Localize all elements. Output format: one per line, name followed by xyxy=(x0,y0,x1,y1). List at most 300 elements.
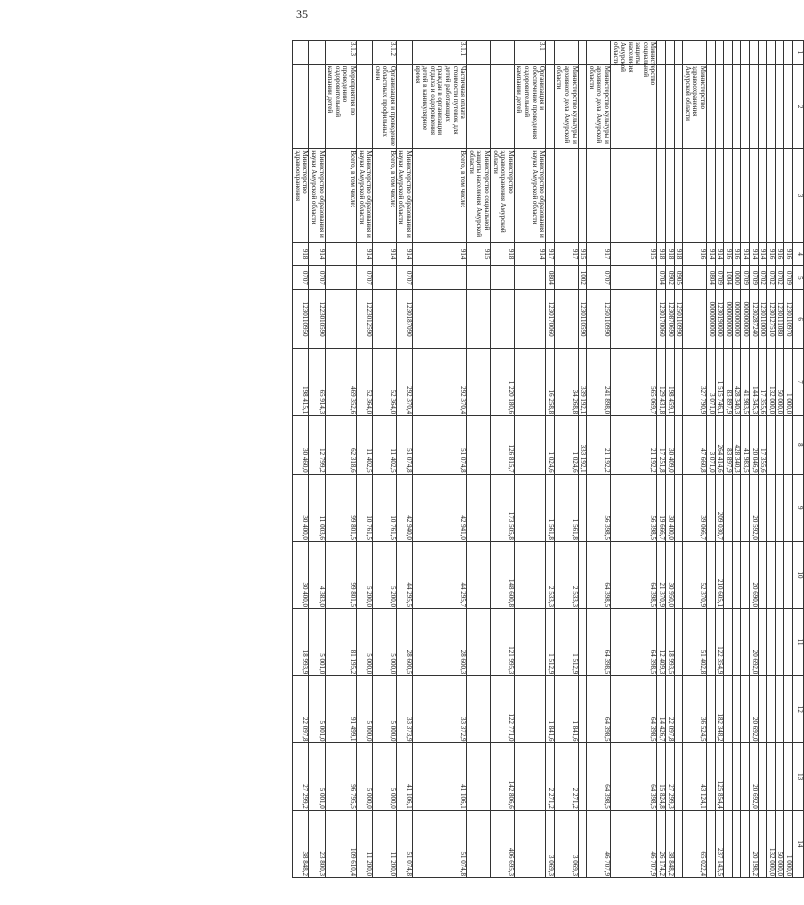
cell-c7 xyxy=(467,348,491,415)
cell-c13 xyxy=(724,743,733,810)
cell-c5: 0702 xyxy=(758,266,767,290)
cell-c6: 1250110990 xyxy=(587,290,611,349)
cell-c12: 1 841,6 xyxy=(546,676,555,743)
cell-c6: 1230110590 xyxy=(578,290,587,349)
cell-c5 xyxy=(491,266,515,290)
cell-c6: 1230110950 xyxy=(293,290,309,349)
cell-c8: 333 192,1 xyxy=(578,416,587,475)
cell-c5: 0702 xyxy=(767,266,776,290)
cell-org xyxy=(657,149,666,242)
cell-c6: 1230170060 xyxy=(657,290,666,349)
column-header-7: 7 xyxy=(793,348,804,415)
cell-org xyxy=(750,149,759,242)
column-header-2: 2 xyxy=(793,64,804,149)
cell-org xyxy=(610,149,657,242)
cell-c12: 22 097,8 xyxy=(666,676,675,743)
cell-c6 xyxy=(491,290,515,349)
cell-c6: 0000000000 xyxy=(741,290,750,349)
cell-c14: 1 000,0 xyxy=(784,810,793,877)
table-row xyxy=(666,41,675,878)
cell-c5 xyxy=(467,266,491,290)
table-row xyxy=(784,41,793,878)
cell-c8: 51 074,8 xyxy=(413,416,467,475)
cell-c12 xyxy=(514,676,545,743)
budget-table xyxy=(292,40,804,878)
cell-c6 xyxy=(683,290,707,349)
cell-c14: 38 848,2 xyxy=(293,810,309,877)
cell-c13 xyxy=(732,743,741,810)
cell-c9: 56 398,5 xyxy=(610,474,657,541)
cell-code xyxy=(715,41,724,65)
table-row xyxy=(546,41,555,878)
table-row xyxy=(767,41,776,878)
cell-c8: 428 340,3 xyxy=(732,416,741,475)
column-header-10: 10 xyxy=(793,541,804,608)
cell-c6 xyxy=(467,290,491,349)
cell-c5: 0704 xyxy=(657,266,666,290)
table-row xyxy=(413,41,467,878)
cell-c4: 914 xyxy=(750,242,759,266)
cell-c9: 1 561,8 xyxy=(554,474,578,541)
cell-c10: 148 600,8 xyxy=(491,541,515,608)
cell-c13: 27 299,3 xyxy=(666,743,675,810)
cell-c13: 2 271,2 xyxy=(554,743,578,810)
cell-c12: 36 524,5 xyxy=(683,676,707,743)
cell-c11 xyxy=(514,609,545,676)
cell-c9 xyxy=(758,474,767,541)
table-row xyxy=(707,41,716,878)
cell-name: Частичная оплата стоимости путевок для детей работающих граждан в организации отдыха и оздоровления детей в каникулярное время xyxy=(413,64,467,149)
cell-code xyxy=(546,41,555,65)
cell-c4: 915 xyxy=(578,242,587,266)
cell-c12: 5 001,0 xyxy=(309,676,325,743)
cell-code: Министерство социальной защиты населения Амурской области xyxy=(611,42,658,86)
cell-c12 xyxy=(674,676,683,743)
cell-c9: 20 592,0 xyxy=(750,474,759,541)
cell-org xyxy=(732,149,741,242)
cell-c14: 11 200,0 xyxy=(373,810,397,877)
cell-c13 xyxy=(741,743,750,810)
cell-c12 xyxy=(775,676,784,743)
cell-c11: 51 402,8 xyxy=(683,609,707,676)
cell-code xyxy=(683,41,707,65)
cell-code xyxy=(775,41,784,65)
cell-c11 xyxy=(741,609,750,676)
cell-c6: 1230110970 xyxy=(784,290,793,349)
cell-c14: 46 707,9 xyxy=(587,810,611,877)
column-header-5: 5 xyxy=(793,266,804,290)
cell-c11: 121 995,3 xyxy=(491,609,515,676)
cell-org: Министерство здравоохранения Амурской области xyxy=(491,149,515,242)
column-header-6: 6 xyxy=(793,290,804,349)
cell-c7: 565 069,7 xyxy=(610,348,657,415)
cell-org xyxy=(741,149,750,242)
cell-c8: 83 897,9 xyxy=(724,416,733,475)
cell-c7: 198 415,1 xyxy=(293,348,309,415)
cell-c13 xyxy=(467,743,491,810)
cell-c13: 96 795,5 xyxy=(325,743,356,810)
cell-org xyxy=(724,149,733,242)
cell-c4: 916 xyxy=(732,242,741,266)
cell-c12 xyxy=(767,676,776,743)
cell-c9: 209 030,7 xyxy=(715,474,724,541)
cell-code xyxy=(784,41,793,65)
cell-c11 xyxy=(724,609,733,676)
cell-c12 xyxy=(758,676,767,743)
cell-c10 xyxy=(724,541,733,608)
table-row xyxy=(610,41,657,878)
cell-code xyxy=(293,41,309,65)
cell-c9 xyxy=(578,474,587,541)
cell-c7: 52 364,0 xyxy=(356,348,372,415)
cell-name xyxy=(784,64,793,149)
table-body xyxy=(293,41,793,878)
cell-c4: 916 xyxy=(775,242,784,266)
cell-c4: 914 xyxy=(707,242,716,266)
cell-c12 xyxy=(784,676,793,743)
cell-c9: 30 400,0 xyxy=(666,474,675,541)
cell-c10 xyxy=(514,541,545,608)
cell-c13 xyxy=(758,743,767,810)
cell-c13 xyxy=(775,743,784,810)
cell-c13 xyxy=(674,743,683,810)
cell-c9 xyxy=(707,474,716,541)
cell-c14 xyxy=(514,810,545,877)
cell-c12: 14 426,7 xyxy=(657,676,666,743)
cell-c11: 81 195,2 xyxy=(325,609,356,676)
cell-c9 xyxy=(674,474,683,541)
cell-c14: 109 610,4 xyxy=(325,810,356,877)
cell-c6: 1230190000 xyxy=(715,290,724,349)
cell-c7 xyxy=(674,348,683,415)
table-row xyxy=(715,41,724,878)
cell-c12: 22 097,8 xyxy=(293,676,309,743)
cell-c8: 21 192,2 xyxy=(587,416,611,475)
cell-name: Министерство культуры и архивного дела Амурской области xyxy=(587,64,611,149)
cell-org: Министерство здравоохранения xyxy=(293,149,309,242)
cell-c11 xyxy=(732,609,741,676)
cell-name xyxy=(546,64,555,149)
cell-c14: 51 074,8 xyxy=(413,810,467,877)
cell-c10 xyxy=(674,541,683,608)
cell-c14: 3 069,3 xyxy=(546,810,555,877)
cell-c4: 914 xyxy=(309,242,325,266)
cell-c11: 1 512,9 xyxy=(546,609,555,676)
cell-c11: 20 692,0 xyxy=(750,609,759,676)
cell-c7: 198 459,1 xyxy=(666,348,675,415)
cell-c8: 126 815,7 xyxy=(491,416,515,475)
cell-code xyxy=(767,41,776,65)
cell-c7 xyxy=(514,348,545,415)
cell-c6: 1230287240 xyxy=(750,290,759,349)
cell-c7: 292 370,4 xyxy=(413,348,467,415)
table-row xyxy=(775,41,784,878)
cell-name xyxy=(724,64,733,149)
cell-name xyxy=(767,64,776,149)
cell-c10: 2 533,3 xyxy=(546,541,555,608)
cell-name xyxy=(657,64,666,149)
cell-c8: 11 402,5 xyxy=(356,416,372,475)
cell-name xyxy=(467,64,491,149)
cell-c9: 19 666,7 xyxy=(657,474,666,541)
cell-c14 xyxy=(758,810,767,877)
page-number: 35 xyxy=(296,7,308,21)
cell-org: Всего, в том числе: xyxy=(413,149,467,242)
cell-name: Министерство культуры и архивного дела Амурской области xyxy=(554,64,578,149)
cell-c10: 2 533,3 xyxy=(554,541,578,608)
cell-c7: 1 515 746,1 xyxy=(715,348,724,415)
cell-c5 xyxy=(325,266,356,290)
cell-c11 xyxy=(674,609,683,676)
table-row xyxy=(732,41,741,878)
cell-c5 xyxy=(683,266,707,290)
cell-c12: 122 771,0 xyxy=(491,676,515,743)
cell-code xyxy=(356,41,372,65)
cell-c7: 52 364,0 xyxy=(373,348,397,415)
cell-c4: 914 xyxy=(373,242,397,266)
table-row xyxy=(741,41,750,878)
cell-c7: 83 897,9 xyxy=(724,348,733,415)
cell-org: Всего, в том числе: xyxy=(373,149,397,242)
cell-name xyxy=(293,64,309,149)
table-row xyxy=(491,41,515,878)
cell-c6: 1230187090 xyxy=(396,290,412,349)
cell-c8: 30 409,0 xyxy=(666,416,675,475)
cell-c11 xyxy=(467,609,491,676)
cell-c11 xyxy=(775,609,784,676)
cell-c9: 10 761,5 xyxy=(356,474,372,541)
cell-c10 xyxy=(784,541,793,608)
table-row xyxy=(657,41,666,878)
cell-c4: 914 xyxy=(715,242,724,266)
cell-c14: 65 022,4 xyxy=(683,810,707,877)
cell-c10: 99 801,5 xyxy=(325,541,356,608)
cell-c6: 1230111080 xyxy=(775,290,784,349)
table-row xyxy=(758,41,767,878)
cell-name xyxy=(578,64,587,149)
cell-c11 xyxy=(767,609,776,676)
table-row xyxy=(373,41,397,878)
cell-c5 xyxy=(373,266,397,290)
cell-org xyxy=(587,149,611,242)
cell-org: Министерство социальной защиты населения Амурской области xyxy=(467,149,491,242)
cell-c8: 12 799,2 xyxy=(309,416,325,475)
cell-code xyxy=(587,41,611,65)
cell-c14: 3 069,3 xyxy=(554,810,578,877)
cell-c12 xyxy=(741,676,750,743)
cell-c11: 12 409,3 xyxy=(657,609,666,676)
cell-c12: 1 841,6 xyxy=(554,676,578,743)
cell-c7: 16 258,8 xyxy=(546,348,555,415)
cell-org xyxy=(707,149,716,242)
cell-c8: 47 660,8 xyxy=(683,416,707,475)
cell-c11: 28 600,5 xyxy=(396,609,412,676)
cell-c9 xyxy=(741,474,750,541)
table-row xyxy=(293,41,309,878)
cell-code xyxy=(666,41,675,65)
cell-c10 xyxy=(767,541,776,608)
column-header-1: 1 xyxy=(793,41,804,65)
cell-c10: 44 295,7 xyxy=(413,541,467,608)
cell-c5: 0709 xyxy=(715,266,724,290)
cell-c6 xyxy=(554,290,578,349)
header-row xyxy=(793,41,804,878)
cell-c14 xyxy=(707,810,716,877)
cell-c14: 38 848,2 xyxy=(666,810,675,877)
cell-c13: 2 271,2 xyxy=(546,743,555,810)
cell-c11 xyxy=(578,609,587,676)
cell-name xyxy=(356,64,372,149)
cell-c4: 915 xyxy=(467,242,491,266)
cell-c10 xyxy=(732,541,741,608)
cell-org: Министерство образования и науки Амурской области xyxy=(309,149,325,242)
table-row xyxy=(396,41,412,878)
cell-c6 xyxy=(413,290,467,349)
cell-c5: 0709 xyxy=(741,266,750,290)
cell-c8: 17 251,8 xyxy=(657,416,666,475)
cell-c4: 914 xyxy=(396,242,412,266)
cell-c4: 918 xyxy=(657,242,666,266)
cell-c10 xyxy=(758,541,767,608)
cell-code xyxy=(491,41,515,65)
cell-org xyxy=(546,149,555,242)
cell-c12 xyxy=(578,676,587,743)
cell-code: 3.1 xyxy=(514,41,545,65)
cell-org xyxy=(775,149,784,242)
cell-c12 xyxy=(732,676,741,743)
column-header-13: 13 xyxy=(793,743,804,810)
cell-c5: 1004 xyxy=(724,266,733,290)
cell-c11: 18 993,5 xyxy=(666,609,675,676)
cell-name: Мероприятия по проведению оздоровительной кампании детей xyxy=(325,64,356,149)
cell-org xyxy=(758,149,767,242)
cell-c11: 5 000,0 xyxy=(356,609,372,676)
cell-name xyxy=(732,64,741,149)
cell-code xyxy=(578,41,587,65)
cell-c9: 42 941,0 xyxy=(413,474,467,541)
cell-c10: 52 370,9 xyxy=(683,541,707,608)
cell-c7: 17 355,6 xyxy=(758,348,767,415)
cell-c5: 0709 xyxy=(750,266,759,290)
cell-org: Министерство образования и науки Амурской области xyxy=(514,149,545,242)
cell-c5: 0804 xyxy=(707,266,716,290)
cell-c7: 50 000,0 xyxy=(775,348,784,415)
cell-c11: 5 001,0 xyxy=(309,609,325,676)
cell-c6: 1230870690 xyxy=(666,290,675,349)
cell-c13: 64 398,5 xyxy=(587,743,611,810)
cell-c10: 4 383,0 xyxy=(309,541,325,608)
cell-c14: 11 200,0 xyxy=(356,810,372,877)
cell-c8: 62 318,6 xyxy=(325,416,356,475)
cell-c8 xyxy=(514,416,545,475)
cell-c8: 21 192,2 xyxy=(610,416,657,475)
cell-c12: 64 398,5 xyxy=(610,676,657,743)
cell-c4 xyxy=(325,242,356,266)
cell-c5: 0707 xyxy=(356,266,372,290)
cell-c5: 0707 xyxy=(396,266,412,290)
cell-c5: 0707 xyxy=(309,266,325,290)
cell-org xyxy=(683,149,707,242)
cell-c12: 5 000,0 xyxy=(373,676,397,743)
cell-code xyxy=(741,41,750,65)
cell-c14: 237 143,5 xyxy=(715,810,724,877)
cell-c14: 46 707,9 xyxy=(610,810,657,877)
cell-c9: 56 398,5 xyxy=(587,474,611,541)
cell-c14 xyxy=(578,810,587,877)
cell-c6 xyxy=(325,290,356,349)
cell-code xyxy=(724,41,733,65)
cell-c5 xyxy=(514,266,545,290)
cell-c13: 5 000,0 xyxy=(373,743,397,810)
cell-name xyxy=(758,64,767,149)
cell-c9 xyxy=(514,474,545,541)
cell-c14: 23 800,3 xyxy=(309,810,325,877)
cell-c13 xyxy=(767,743,776,810)
cell-c5: 1002 xyxy=(578,266,587,290)
cell-c14: 26 174,2 xyxy=(657,810,666,877)
cell-c5: 0709 xyxy=(784,266,793,290)
cell-c9: 1 561,8 xyxy=(546,474,555,541)
cell-c7: 241 898,0 xyxy=(587,348,611,415)
cell-c13: 64 398,5 xyxy=(610,743,657,810)
table-row xyxy=(750,41,759,878)
cell-c5: 0804 xyxy=(546,266,555,290)
cell-name xyxy=(750,64,759,149)
cell-name xyxy=(741,64,750,149)
cell-org xyxy=(674,149,683,242)
cell-c4: 918 xyxy=(674,242,683,266)
cell-c8: 17 355,6 xyxy=(758,416,767,475)
cell-c4: 914 xyxy=(741,242,750,266)
cell-name xyxy=(396,64,412,149)
cell-c14 xyxy=(674,810,683,877)
cell-code: 3.1.2 xyxy=(373,41,397,65)
table-row xyxy=(514,41,545,878)
cell-c4: 918 xyxy=(491,242,515,266)
cell-org xyxy=(666,149,675,242)
cell-c7: 144 345,3 xyxy=(750,348,759,415)
cell-c6: 1230170060 xyxy=(546,290,555,349)
cell-code xyxy=(750,41,759,65)
cell-c12: 91 499,1 xyxy=(325,676,356,743)
cell-name xyxy=(707,64,716,149)
cell-c10 xyxy=(707,541,716,608)
cell-c8: 1 024,6 xyxy=(546,416,555,475)
cell-c6: 0000000000 xyxy=(724,290,733,349)
cell-c6: 0000000000 xyxy=(707,290,716,349)
cell-c10: 64 398,5 xyxy=(610,541,657,608)
cell-c13 xyxy=(707,743,716,810)
cell-c5 xyxy=(413,266,467,290)
cell-c9: 173 505,8 xyxy=(491,474,515,541)
cell-c10 xyxy=(775,541,784,608)
table-row xyxy=(467,41,491,878)
cell-c4: 916 xyxy=(767,242,776,266)
cell-c12: 20 692,0 xyxy=(750,676,759,743)
cell-c10: 30 400,0 xyxy=(293,541,309,608)
cell-c10 xyxy=(741,541,750,608)
cell-c7: 327 790,9 xyxy=(683,348,707,415)
cell-name: Организация и проведение областных профильных смен xyxy=(373,64,397,149)
cell-c10: 5 200,0 xyxy=(356,541,372,608)
cell-c4: 914 xyxy=(758,242,767,266)
cell-c12: 5 000,0 xyxy=(356,676,372,743)
cell-name xyxy=(775,64,784,149)
cell-c10 xyxy=(467,541,491,608)
cell-c12 xyxy=(707,676,716,743)
cell-c11: 64 398,5 xyxy=(610,609,657,676)
cell-name xyxy=(491,64,515,149)
